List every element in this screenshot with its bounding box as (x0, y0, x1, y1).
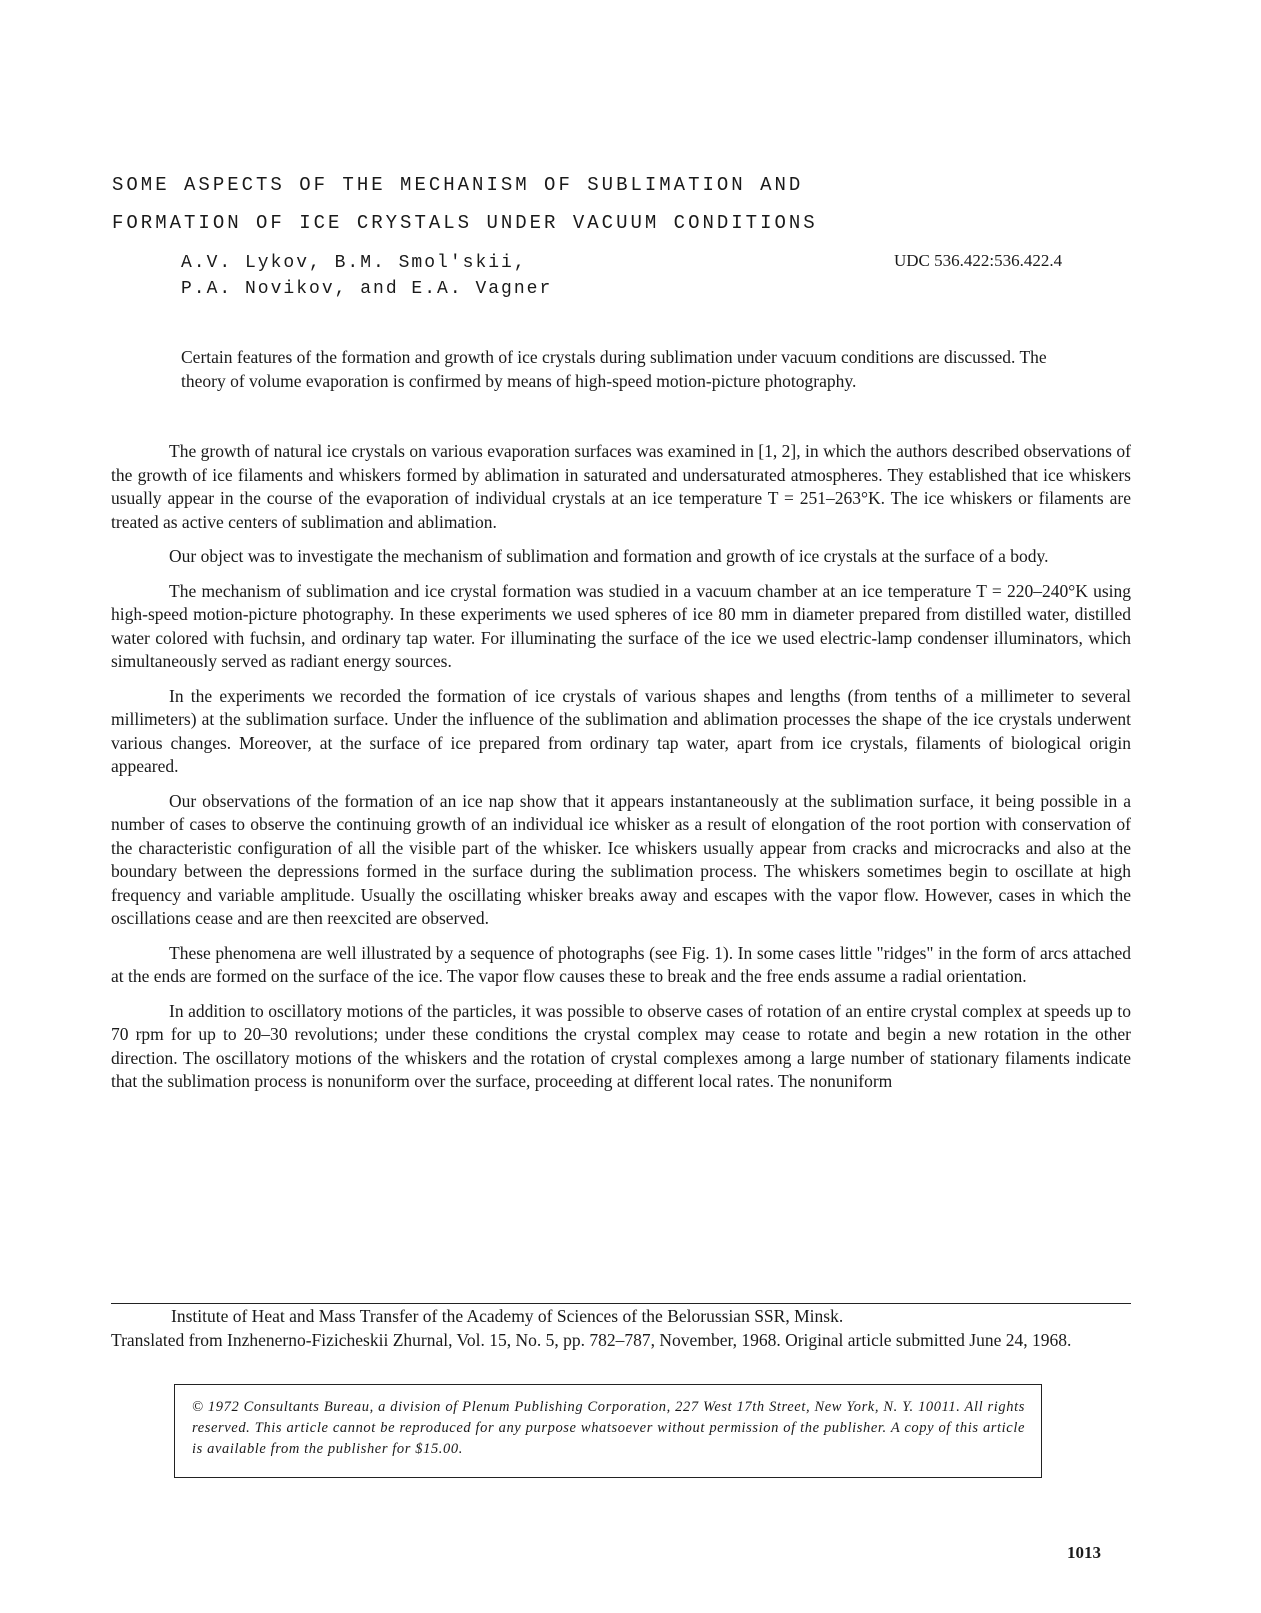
body-paragraph-4: In the experiments we recorded the formation of ice crystals of various shapes and lengths (from tenths of a millimeter to several millimeters) at the sublimation surface. Under the influence of the sublimation and ablimation processes the shape of the ice crystals underwent various changes. Moreover, at the surface of ice prepared from ordinary tap water, apart from ice crystals, filaments of biological origin appeared. (111, 685, 1131, 776)
body-paragraph-3: The mechanism of sublimation and ice crystal formation was studied in a vacuum chamber at an ice temperature T = 220–240°K using high-speed motion-picture photography. In these experiments we used spheres of ice 80 mm in diameter prepared from distilled water, distilled water colored with fuchsin, and ordinary tap water. For illuminating the surface of the ice we used electric-lamp condenser illuminators, which simultaneously served as radiant energy sources. (111, 580, 1131, 671)
article-title (112, 166, 1072, 242)
title-line-2: FORMATION OF ICE CRYSTALS UNDER VACUUM CONDITIONS (112, 212, 818, 234)
footnote-divider (111, 1303, 1131, 1304)
udc-code: UDC 536.422:536.422.4 (894, 251, 1063, 270)
footnote-translation-note: Translated from Inzhenerno-Fizicheskii Zhurnal, Vol. 15, No. 5, pp. 782–787, November, 1968. Original article submitted June 24, 1968. (111, 1329, 1072, 1350)
authors-line-1: A.V. Lykov, B.M. Smol'skii, (181, 253, 527, 273)
footnote (111, 1305, 1131, 1352)
article-body (111, 440, 1131, 1105)
footnote-affiliation: Institute of Heat and Mass Transfer of the Academy of Sciences of the Belorussian SSR, Minsk. (171, 1306, 844, 1326)
body-paragraph-1: The growth of natural ice crystals on various evaporation surfaces was examined in [1, 2], in which the authors described observations of the growth of ice filaments and whiskers formed by ablimation in saturated and undersaturated atmospheres. They established that ice whiskers usually appear in the course of the evaporation of individual crystals at an ice temperature T = 251–263°K. The ice whiskers or filaments are treated as active centers of sublimation and ablimation. (111, 441, 1131, 532)
body-paragraph-6: These phenomena are well illustrated by a sequence of photographs (see Fig. 1). In some cases little "ridges" in the form of arcs attached at the ends are formed on the surface of the ice. The vapor flow causes these to break and the free ends assume a radial orientation. (111, 942, 1131, 986)
authors-line-2: P.A. Novikov, and E.A. Vagner (181, 279, 553, 299)
body-paragraph-7: In addition to oscillatory motions of the particles, it was possible to observe cases of rotation of an entire crystal complex at speeds up to 70 rpm for up to 20–30 revolutions; under these conditions the crystal complex may cease to rotate and begin a new rotation in the other direction. The oscillatory motions of the whiskers and the rotation of crystal complexes among a large number of stationary filaments indicate that the sublimation process is nonuniform over the surface, proceeding at different local rates. The nonuniform (111, 1000, 1131, 1091)
body-paragraph-5: Our observations of the formation of an ice nap show that it appears instantaneously at the sublimation surface, it being possible in a number of cases to observe the continuing growth of an individual ice whisker as a result of elongation of the root portion with conservation of the characteristic configuration of all the visible part of the whisker. Ice whiskers usually appear from cracks and microcracks and also at the boundary between the depressions formed in the surface during the sublimation process. The whiskers sometimes begin to oscillate at high frequency and variable amplitude. Usually the oscillating whisker breaks away and escapes with the vapor flow. However, cases in which the oscillations cease and are then reexcited are observed. (111, 790, 1131, 928)
body-paragraph-2: Our object was to investigate the mechanism of sublimation and formation and growth of ice crystals at the surface of a body. (169, 546, 1049, 566)
abstract: Certain features of the formation and growth of ice crystals during sublimation under vacuum conditions are discussed. The theory of volume evaporation is confirmed by means of high-speed motion-picture photography. (181, 347, 1047, 391)
author-list (181, 250, 552, 302)
copyright-notice: © 1972 Consultants Bureau, a division of Plenum Publishing Corporation, 227 West 17th Street, New York, N. Y. 10011. All rights reserved. This article cannot be reproduced for any purpose whatsoever without permission of the publisher. A copy of this article is available from the publisher for $15.00. (174, 1384, 1042, 1478)
page-number: 1013 (1067, 1543, 1101, 1562)
title-line-1: SOME ASPECTS OF THE MECHANISM OF SUBLIMATION AND (112, 174, 804, 196)
